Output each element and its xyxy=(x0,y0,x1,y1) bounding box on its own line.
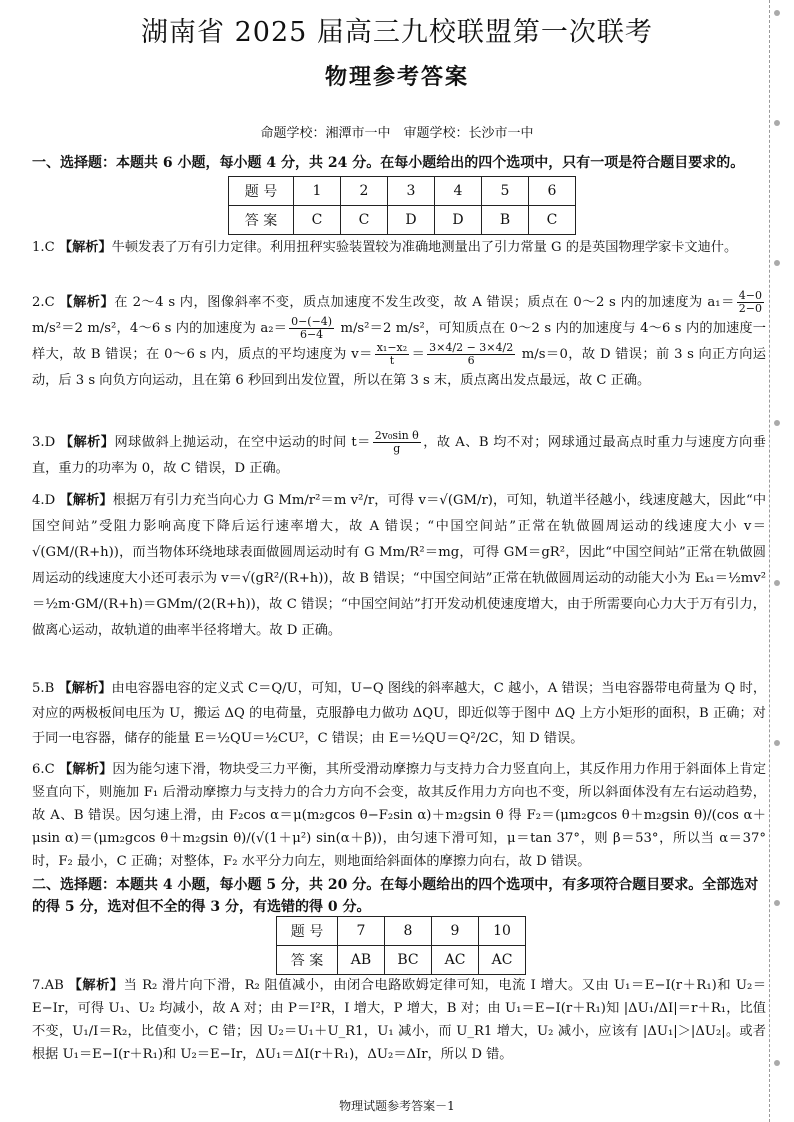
explanation-text: ，故 A、B 均不对；网球通过最高点时重力与速度方向垂直，重力的功率为 0，故 C 错误，D 正确。 xyxy=(32,435,766,476)
question-answer: 4.D xyxy=(32,493,56,508)
table-row xyxy=(229,206,576,235)
explanation-q5 xyxy=(32,676,766,751)
analysis-tag: 【解析】 xyxy=(59,762,113,777)
fraction: $\frac{4-0}{2-0}$ xyxy=(738,289,763,315)
question-number: 10 xyxy=(479,917,526,946)
section1-heading: 一、选择题：本题共 6 小题，每小题 4 分，共 24 分。在每小题给出的四个选项中，只有一项是符合题目要求的。 xyxy=(32,155,745,171)
question-number: 5 xyxy=(482,177,529,206)
question-number: 8 xyxy=(385,917,432,946)
explanation-q7 xyxy=(32,974,766,1066)
explanation-q2 xyxy=(32,290,766,394)
analysis-tag: 【解析】 xyxy=(68,978,124,993)
table-row xyxy=(277,917,526,946)
analysis-tag: 【解析】 xyxy=(58,681,112,696)
explanation-text: 当 R₂ 滑片向下滑，R₂ 阻值减小，由闭合电路欧姆定律可知，电流 I 增大。又由 U₁＝E−I(r＋R₁)和 U₂＝E−Ir，可得 U₁、U₂ 均减小，故 A 对；由 P＝I²R，I 增大，P 增大，B 对；由 U₁＝E−I(r＋R₁)知 |ΔU₁/ΔI|＝r＋R₁，比值不变，U₁/I＝R₂，比值变小，C 错；因 U₂＝U₁＋U_R1，U₁ 减小，而 U_R1 增大，U₂ 减小，应该有 |ΔU₁|＞|ΔU₂|。或者根据 U₁＝E−I(r＋R₁)和 U₂＝E−Ir，ΔU₁＝ΔI(r＋R₁)，ΔU₂＝ΔIr，所以 D 错。 xyxy=(32,978,767,1062)
answer-cell: C xyxy=(294,206,341,235)
fraction: $\frac{3\times 4/2 - 3\times 4/2}{6}$ xyxy=(429,341,514,367)
question-number: 4 xyxy=(435,177,482,206)
question-number: 3 xyxy=(388,177,435,206)
question-answer: 7.AB xyxy=(32,978,64,993)
table-row xyxy=(277,946,526,975)
question-number: 1 xyxy=(294,177,341,206)
explanation-text: 根据万有引力充当向心力 G Mm/r²＝m v²/r，可得 v＝√(GM/r)，可知，轨道半径越小，线速度越大，因此“中国空间站”受阻力影响高度下降后运行速率增大，故 A 错误；“中国空间站”正常在轨做圆周运动的线速度大小 v＝√(GM/(R+h))，而当物体环绕地球表面做圆周运动时有 G Mm/R²＝mg，可得 GM＝gR²，因此“中国空间站”正常在轨做圆周运动的线速度大小还可表示为 v＝√(gR²/(R+h))，故 B 错误；“中国空间站”正常在轨做圆周运动的动能大小为 Eₖ₁＝½mv²＝½m·GM/(R+h)＝GMm/(2(R+h))，故 C 错误；“中国空间站”打开发动机使速度增大，由于所需要向心力大于万有引力，做离心运动，故轨道的曲率半径将增大。故 D 正确。 xyxy=(32,493,767,638)
analysis-tag: 【解析】 xyxy=(59,435,115,450)
question-answer: 6.C xyxy=(32,762,55,777)
question-answer: 2.C xyxy=(32,295,55,310)
answer-cell: D xyxy=(435,206,482,235)
fraction: $\frac{\text{2v₀sin θ}}{g}$ xyxy=(374,429,419,455)
exam-title: 湖南省 2025 届高三九校联盟第一次联考 xyxy=(141,17,653,48)
section2-heading: 二、选择题：本题共 4 小题，每小题 5 分，共 20 分。在每小题给出的四个选项中，有多项符合题目要求。全部选对的得 5 分，选对但不全的得 3 分，有选错的得 0 分。 xyxy=(32,877,759,915)
question-number: 6 xyxy=(529,177,576,206)
answer-cell: D xyxy=(388,206,435,235)
question-number: 7 xyxy=(338,917,385,946)
row-label: 答 案 xyxy=(229,206,294,235)
row-label: 题 号 xyxy=(229,177,294,206)
explanation-text: 由电容器电容的定义式 C＝Q/U，可知，U−Q 图线的斜率越大，C 越小，A 错误；当电容器带电荷量为 Q 时，对应的两极板间电压为 U，搬运 ΔQ 的电荷量，克服静电力做功 ΔQU，即近似等于图中 ΔQ 上方小矩形的面积，B 正确；对于同一电容器，储存的能量 E＝½QU＝½CU²，C 错误；由 E＝½QU＝Q²/2C，知 D 错误。 xyxy=(32,681,767,746)
schools-line: 命题学校：湘潭市一中 审题学校：长沙市一中 xyxy=(260,126,534,141)
question-answer: 5.B xyxy=(32,681,55,696)
explanation-text: 网球做斜上抛运动，在空中运动的时间 t＝ xyxy=(114,435,371,450)
answer-cell: B xyxy=(482,206,529,235)
explanation-text: 在 2～4 s 内，图像斜率不变，质点加速度不发生改变，故 A 错误；质点在 0～2 s 内的加速度为 a₁＝ xyxy=(114,295,735,310)
section2-answer-table xyxy=(276,916,526,975)
page-footer: 物理试题参考答案－1 xyxy=(339,1099,455,1113)
explanation-q4 xyxy=(32,488,766,644)
page-subtitle: 物理参考答案 xyxy=(324,64,469,90)
answer-cell: C xyxy=(341,206,388,235)
answer-cell: AC xyxy=(432,946,479,975)
answer-cell: AB xyxy=(338,946,385,975)
table-row xyxy=(229,177,576,206)
explanation-text: m/s²＝2 m/s²，可知质点在 0～2 s 内的加速度与 4～6 s 内的加速度一样大，故 B 错误；在 0～6 s 内，质点的平均速度为 v＝ xyxy=(32,321,766,362)
explanation-text: ＝ xyxy=(411,347,426,362)
explanation-text: 牛顿发表了万有引力定律。利用扭秤实验装置较为准确地测量出了引力常量 G 的是英国物理学家卡文迪什。 xyxy=(111,240,738,255)
answer-cell: C xyxy=(529,206,576,235)
answer-cell: AC xyxy=(479,946,526,975)
question-number: 9 xyxy=(432,917,479,946)
analysis-tag: 【解析】 xyxy=(58,240,112,255)
question-number: 2 xyxy=(341,177,388,206)
row-label: 答 案 xyxy=(277,946,338,975)
answer-cell: BC xyxy=(385,946,432,975)
fraction: $\frac{0-(-4)}{6-4}$ xyxy=(291,315,333,341)
explanation-text: 因为能匀速下滑，物块受三力平衡，其所受滑动摩擦力与支持力合力竖直向上，其反作用力作用于斜面体上肯定竖直向下，则施加 F₁ 后滑动摩擦力与支持力的合力方向不会变，故其反作用力方向也不变，所以斜面体没有左右运动趋势，故 A、B 错误。因匀速上滑，由 F₂cos α＝μ(m₂gcos θ−F₂sin α)＋m₂gsin θ 得 F₂＝(μm₂gcos θ＋m₂gsin θ)/(cos α＋μsin α)＝(μm₂gcos θ＋m₂gsin θ)/(√(1＋μ²) sin(α＋β))，由匀速下滑可知，μ＝tan 37°，则 β＝53°，所以当 α＝37°时，F₂ 最小，C 正确；对整体，F₂ 水平分力向左，则地面给斜面体的摩擦力向右，故 D 错误。 xyxy=(32,762,767,869)
explanation-q3 xyxy=(32,430,766,482)
binding-margin xyxy=(769,0,784,1122)
section1-answer-table xyxy=(228,176,576,235)
explanation-q1 xyxy=(32,236,766,260)
explanation-text: m/s²＝2 m/s²，4～6 s 内的加速度为 a₂＝ xyxy=(32,321,288,336)
analysis-tag: 【解析】 xyxy=(59,295,115,310)
explanation-text: m/s＝0，故 D 错误；前 3 s 向正方向运动，后 3 s 向负方向运动，且在第 6 秒回到出发位置，所以在第 3 s 末，质点离出发点最远，故 C 正确。 xyxy=(32,347,766,388)
question-answer: 3.D xyxy=(32,435,56,450)
row-label: 题 号 xyxy=(277,917,338,946)
explanation-q6 xyxy=(32,758,766,873)
question-answer: 1.C xyxy=(32,240,55,255)
fraction: $\frac{\text{x₁−x₂}}{t}$ xyxy=(376,341,408,367)
analysis-tag: 【解析】 xyxy=(59,493,113,508)
